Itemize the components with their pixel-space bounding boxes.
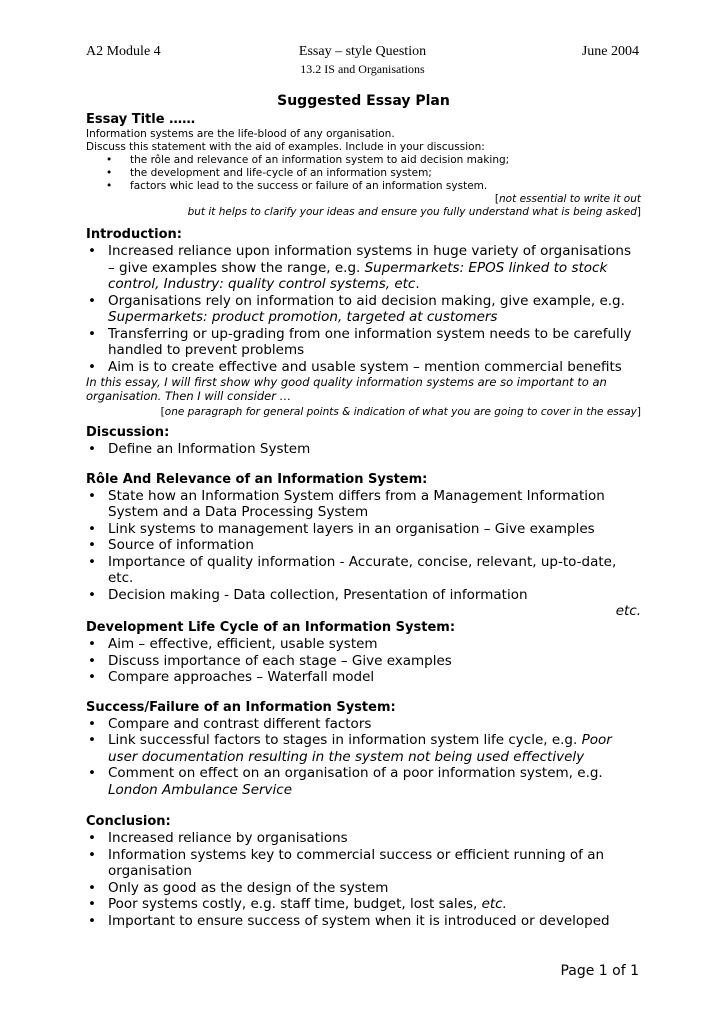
list-item: • Source of information bbox=[86, 537, 641, 554]
list-item: • Link systems to management layers in an organisation – Give examples bbox=[86, 521, 641, 538]
list-item: • Define an Information System bbox=[86, 441, 641, 458]
list-item: • Only as good as the design of the system bbox=[86, 880, 641, 897]
list-item: • Organisations rely on information to aid decision making, give example, e.g. Supermarkets: product promotion, targeted at customers bbox=[86, 293, 641, 326]
page-title: Suggested Essay Plan bbox=[277, 93, 450, 109]
development-heading: Development Life Cycle of an Information System: bbox=[86, 620, 456, 635]
essay-line-2: Discuss this statement with the aid of examples. Include in your discussion: bbox=[86, 141, 485, 153]
role-heading: Rôle And Relevance of an Information System: bbox=[86, 471, 428, 487]
conclusion-heading: Conclusion: bbox=[86, 814, 171, 829]
list-item: • Decision making - Data collection, Presentation of information bbox=[86, 587, 641, 604]
list-item: • Link successful factors to stages in information system life cycle, e.g. Poor user documentation resulting in the system not being used effectively bbox=[86, 732, 641, 765]
list-item: • Increased reliance by organisations bbox=[86, 830, 641, 847]
essay-note-1: [not essential to write it out bbox=[494, 193, 641, 205]
header-date: June 2004 bbox=[581, 44, 639, 59]
discussion-heading: Discussion: bbox=[86, 425, 170, 440]
list-item: • State how an Information System differs from a Management Information System and a Data Processing System bbox=[86, 488, 641, 521]
list-item: • Information systems key to commercial success or efficient running of an organisation bbox=[86, 847, 641, 880]
list-item: • Discuss importance of each stage – Give examples bbox=[86, 653, 641, 670]
role-etc: etc. bbox=[615, 603, 641, 619]
header-module: A2 Module 4 bbox=[86, 44, 161, 59]
essay-question bbox=[86, 128, 641, 219]
introduction-italic-paragraph: In this essay, I will first show why good quality information systems are so important to an organisation. Then I will consider … bbox=[86, 375, 607, 403]
page-header bbox=[86, 44, 639, 62]
list-item: • Compare approaches – Waterfall model bbox=[86, 669, 641, 686]
introduction-section bbox=[86, 243, 641, 375]
success-heading: Success/Failure of an Information System: bbox=[86, 699, 396, 715]
essay-bullets bbox=[86, 154, 641, 193]
success-section bbox=[86, 716, 641, 799]
list-item: • the rôle and relevance of an information system to aid decision making; bbox=[86, 154, 641, 167]
list-item: • Comment on effect on an organisation of a poor information system, e.g. London Ambulance Service bbox=[86, 765, 641, 798]
list-item: • Aim – effective, efficient, usable system bbox=[86, 636, 641, 653]
list-item: • Transferring or up-grading from one information system needs to be carefully handled to prevent problems bbox=[86, 326, 641, 359]
essay-line-1: Information systems are the life-blood of any organisation. bbox=[86, 128, 395, 140]
page-number: Page 1 of 1 bbox=[560, 963, 639, 979]
development-section bbox=[86, 636, 641, 686]
essay-note-2: but it helps to clarify your ideas and ensure you fully understand what is being asked] bbox=[187, 206, 641, 218]
list-item: • Compare and contrast different factors bbox=[86, 716, 641, 733]
list-item: • the development and life-cycle of an information system; bbox=[86, 167, 641, 180]
essay-title-heading: Essay Title …… bbox=[86, 112, 196, 127]
conclusion-section bbox=[86, 830, 641, 929]
header-subtitle: 13.2 IS and Organisations bbox=[300, 62, 425, 76]
discussion-section bbox=[86, 441, 641, 458]
header-title: Essay – style Question bbox=[298, 44, 427, 59]
list-item: • Importance of quality information - Accurate, concise, relevant, up-to-date, etc. bbox=[86, 554, 641, 587]
role-section bbox=[86, 488, 641, 604]
list-item: • factors whic lead to the success or failure of an information system. bbox=[86, 180, 641, 193]
introduction-heading: Introduction: bbox=[86, 227, 182, 242]
list-item: • Increased reliance upon information systems in huge variety of organisations – give examples show the range, e.g. Supermarkets: EPOS linked to stock control, Industry: quality control systems, etc. bbox=[86, 243, 641, 293]
introduction-bracket-note: [one paragraph for general points & indication of what you are going to cover in the essay] bbox=[160, 406, 641, 418]
document-body bbox=[86, 92, 641, 929]
list-item: • Aim is to create effective and usable system – mention commercial benefits bbox=[86, 359, 641, 376]
list-item: • Poor systems costly, e.g. staff time, budget, lost sales, etc. bbox=[86, 896, 641, 913]
list-item: • Important to ensure success of system when it is introduced or developed bbox=[86, 913, 641, 930]
